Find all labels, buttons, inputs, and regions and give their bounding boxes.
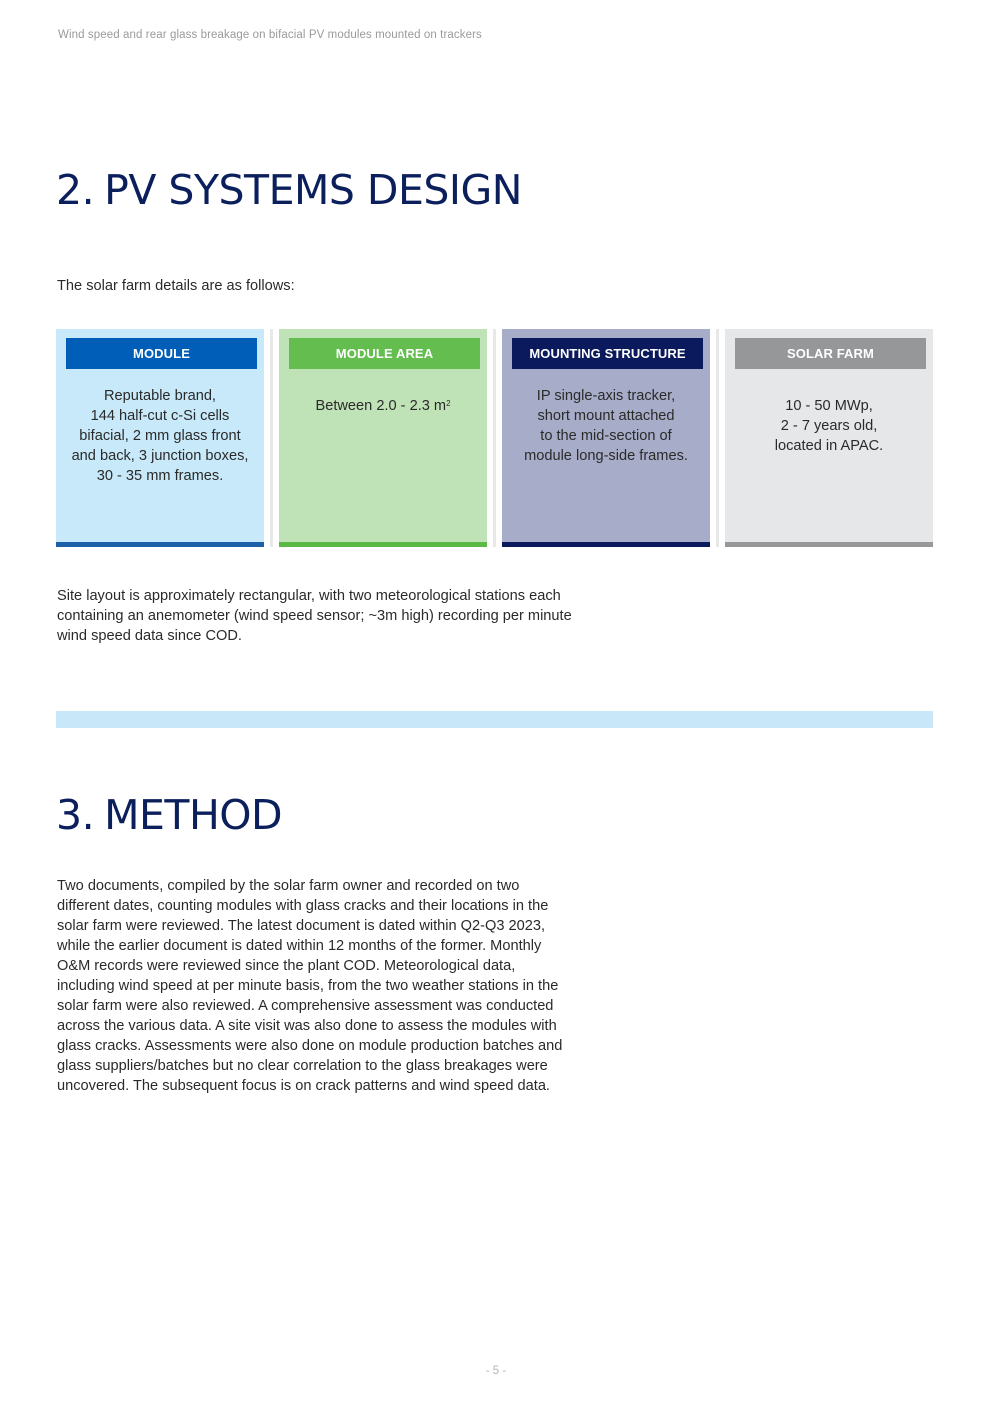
section-number: 2. — [56, 166, 95, 214]
section-3-heading — [56, 791, 283, 839]
section-title-text: PV SYSTEMS DESIGN — [104, 166, 522, 214]
card-text — [62, 386, 258, 486]
card-divider — [493, 329, 496, 547]
intro-paragraph: The solar farm details are as follows: — [57, 278, 295, 294]
card-bottom-bar — [56, 542, 264, 547]
card-text-line: to the mid-section of — [540, 428, 672, 444]
solar-farm-details-cards — [56, 329, 933, 547]
card-text — [731, 396, 927, 456]
card-text-line: 144 half-cut c-Si cells — [90, 408, 230, 424]
card-text-line: bifacial, 2 mm glass front — [79, 428, 241, 444]
card-bottom-bar — [725, 542, 933, 547]
card-text-line: located in APAC. — [774, 438, 884, 454]
card-text-line: Reputable brand, — [104, 388, 216, 404]
card-text-line: 10 - 50 MWp, — [785, 398, 873, 414]
page-number: - 5 - — [485, 1365, 507, 1377]
card-label: SOLAR FARM — [735, 338, 926, 369]
running-header: Wind speed and rear glass breakage on bifacial PV modules mounted on trackers — [58, 29, 482, 41]
card-label: MODULE — [66, 338, 257, 369]
card-solar-farm — [725, 329, 933, 547]
card-text-line: module long-side frames. — [524, 448, 688, 464]
section-separator-band — [56, 711, 933, 728]
card-text-line: 30 - 35 mm frames. — [96, 468, 224, 484]
card-text-line: IP single-axis tracker, — [536, 388, 676, 404]
card-bottom-bar — [279, 542, 487, 547]
method-paragraph: Two documents, compiled by the solar farm owner and recorded on two different dates, counting modules with glass cracks and their locations in the solar farm were reviewed. The latest document is dated within Q2-Q3 2023, while the earlier document is dated within 12 months of the former. Monthly O&M records were reviewed since the plant COD. Meteorological data, including wind speed at per minute basis, from the two weather stations in the solar farm were also reviewed. A comprehensive assessment was conducted across the various data. A site visit was also done to assess the modules with glass cracks. Assessments were also done on module production batches and glass suppliers/batches but no clear correlation to the glass breakages were uncovered. The subsequent focus is on crack patterns and wind speed data. — [57, 878, 563, 1094]
card-label: MOUNTING STRUCTURE — [512, 338, 703, 369]
card-mounting-structure — [502, 329, 710, 547]
section-title-text: METHOD — [104, 791, 283, 839]
section-2-heading — [56, 166, 522, 214]
superscript: 2 — [446, 399, 451, 408]
card-bottom-bar — [502, 542, 710, 547]
card-label: MODULE AREA — [289, 338, 480, 369]
card-text — [508, 386, 704, 466]
card-text-line: Between 2.0 - 2.3 m — [315, 398, 447, 414]
card-divider — [716, 329, 719, 547]
card-module — [56, 329, 264, 547]
card-text-line: 2 - 7 years old, — [780, 418, 878, 434]
section-number: 3. — [56, 791, 95, 839]
site-layout-paragraph: Site layout is approximately rectangular, with two meteorological stations each containing an anemometer (wind speed sensor; ~3m high) recording per minute wind speed data since COD. — [57, 588, 572, 644]
card-module-area — [279, 329, 487, 547]
card-divider — [270, 329, 273, 547]
card-text — [285, 396, 481, 416]
card-text-line: short mount attached — [537, 408, 675, 424]
card-text-line: and back, 3 junction boxes, — [71, 448, 249, 464]
